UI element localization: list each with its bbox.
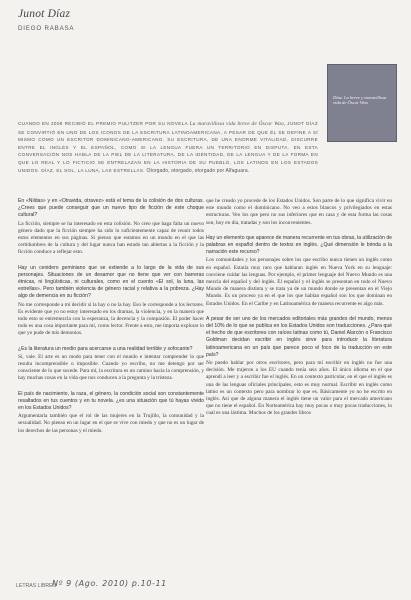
intro-part-1: CUANDO EN 2008 RECIBIÓ EL PREMIO PULITZER POR SU NOVELA (18, 121, 188, 126)
intro-part-2: JUNOT DÍAZ SE CONVIRTIÓ EN UNO DE LOS ICONOS DE LA ESCRITURA LATINOAMERICANA, A PESAR DE QUE ÉL SE DEFINE A SÍ MISMO COMO UN ESCRITOR DOMINICANO-AMERICANO. SU ESCRITURA, DE UNA ENORME VITALIDAD, DISCURRE ENTRE EL INGLÉS Y EL ESPAÑOL, COMO SI LA LENGUA FUERA UN TERRITORIO EN DISPUTA. EN ESTA CONVERSACIÓN NOS HABLA DE LA PIEL DE LA LITERATURA, DE LA IDENTIDAD, DE LA LENGUA Y DE LA FORMA EN QUE LO REAL Y LO FICTICIO SE ENTRELAZAN EN LA HISTORIA DE SU PUEBLO, LOS LATINOS EN LOS ESTADOS UNIDOS. DÍAZ, EL SOL, LA LUNA, LAS ESTRELLAS. (18, 121, 318, 173)
interview-answer: No puedo hablar por otros escritores, pero para mí escribir en inglés no fue una decisión. Me trajeron a los EU cuando tenía seis años. El único idioma en el que aprendí a leer y a escribir fue el inglés. En un contexto particular, en el que el inglés es una de las lenguas oficiales principales, esto es muy normal. Escribir en inglés como latino es un contexto pero para nombrar lo que es. Básicamente yo no he escrito en inglés. Así que de alguna manera el inglés tiene un valor para el mercado americano que no tiene el español. En Norteamérica hay muy pocas o muy pocas traducciones, lo cual es una lástima. Muchos de los grandes libros (206, 360, 392, 417)
interview-answer: La ficción, siempre se ha interesado en esta colisión. No creo que haga falta un nuevo género dado que la ficción siempre ha sido lo suficientemente capaz de reunir todos estos elementos en sus páginas. Si pienso que estamos en un mundo en el que las certidumbres de la cultura y del lugar nunca han estado tan abiertas a la ficción y la ficción conduce a reflejar esto. (18, 220, 204, 256)
book-cover-image (327, 64, 397, 142)
interview-question: El país de nacimiento, la raza, el género, la condición social son constantemente resaltados en tus cuentos y en tu novela. ¿es una situación que tú hayas vivido en los Estados Unidos? (18, 390, 204, 412)
interview-question: A pesar de ser uno de los mercados editoriales más grandes del mundo, menos del 10% de lo que se publica en los Estados Unidos son traducciones. ¿Para qué el hecho de que escritores con raíces latinas como tú, Daniel Alarcón o Francisco Goldman decidan escribir en inglés sirve para introducir la literatura latinoamericana en un país que parece poco el foco de la traducción en este país? (206, 315, 392, 358)
interview-question: En «Nildas» y en «Otravida, otravez» está el tema de la colisión de dos culturas. ¿Crees que puede conseguir que un nuevo tipo de ficción de este choque cultural? (18, 198, 204, 219)
interview-answer: Sí, vale. El arte es un modo para tener con el mundo e intentar comprender lo que resulta incomprensible o imposible. Cuando yo escribo, no me detengo por ser consciente de lo que sucede. Para mí, la escritura es un camino hacia la comprensión, y hay muchas cosas en la vida que nos conducen a la pregunta y la tristeza. (18, 353, 204, 382)
interview-answer: Los comunidades y los personajes sobre los que escribo nunca tienen un inglés como en español. Estaría muy raro que hablaran inglés en Nueva York en su lenguaje: conviene cuidar las lenguas. Por ejemplo, el primer lenguaje del Nuevo Mundo es una mezcla del español y del inglés. El español y el inglés se presentan en todo el Nuevo Mundo de manera distinta y se trata ya de un mundo donde se presentan en el Viejo Mundo. Es un proceso ya en el que los que hablan español son los que dominan en Estados Unidos. En el Caribe y en Latinoamérica de manera recurrente es algo más. (206, 257, 392, 307)
interview-answer: Argumentaría también que el rol de las mujeres en la Trujillo, la comunidad y la sexualidad. No pienso en un lugar en el que se vive con miedo y que no es un lugar de los derechos de las personas y el miedo. (18, 413, 204, 434)
interview-answer: No me corresponde a mí decidir si la hay o no la hay. Eso le corresponde a los lectores. Es evidente que yo no estoy interesado en los dramas, la violencia, y en la manera que todo esto se entremezcla con la esperanza, la decencia y la compasión. El poder hacer todo es una cosa importante para mí, como lector. Frente a esto, me importa explorar lo que yo pude de mis demonios. (18, 301, 204, 337)
left-column (18, 198, 204, 443)
intro-part-3: Otorgado, otorgado, otorgado por Alfaguara. (146, 167, 250, 174)
interview-answer: que he creado yo procede de los Estados Unidos. Son parte de lo que significa vivir en este mundo como el dominicano. No veo a estos blancos y privilegiados en estas estructuras. Veo los que pero no sus inferiores que en casa y de esta forma las cosas son, hoy en día, tratadas y son los inconvenientes. (206, 198, 392, 226)
footer-note: LETRAS LIBRES (16, 583, 57, 589)
intro-paragraph (18, 120, 318, 175)
book-cover-text: Díaz. La breve y maravillosa vida de Óscar Wao (333, 95, 387, 106)
right-column (206, 198, 392, 426)
interviewer-name: DIEGO RABASA (18, 25, 75, 32)
interview-question: Hay un elemento que aparece de manera recurrente en tus obras, la utilización de palabras en español dentro de textos en inglés. ¿Qué dimensión le brinda a la narración este recurso? (206, 234, 392, 256)
intro-book-title: La maravillosa vida breve de Óscar Wao, (189, 121, 286, 127)
handwritten-annotation: Nº 9 (Ago. 2010) p.10-11 (52, 579, 167, 588)
header (18, 8, 74, 32)
author-name: Junot Díaz (18, 8, 71, 20)
interview-question: ¿Es la literatura un medio para acercarse a una realidad terrible y sofocante? (18, 345, 193, 352)
interview-question: Hay un cenidero geminiano que se extiende a lo largo de la vida de sus personajes. Situaciones de un desamor que no tiene que ver con barreras étnicas, ni lingüísticas, ni culturales, como en el cuento «El sol, la luna, las estrellas». Pero también violencia de género racial y relativa a la pobreza. ¿Hay algo de demencia en su ficción? (18, 264, 204, 300)
